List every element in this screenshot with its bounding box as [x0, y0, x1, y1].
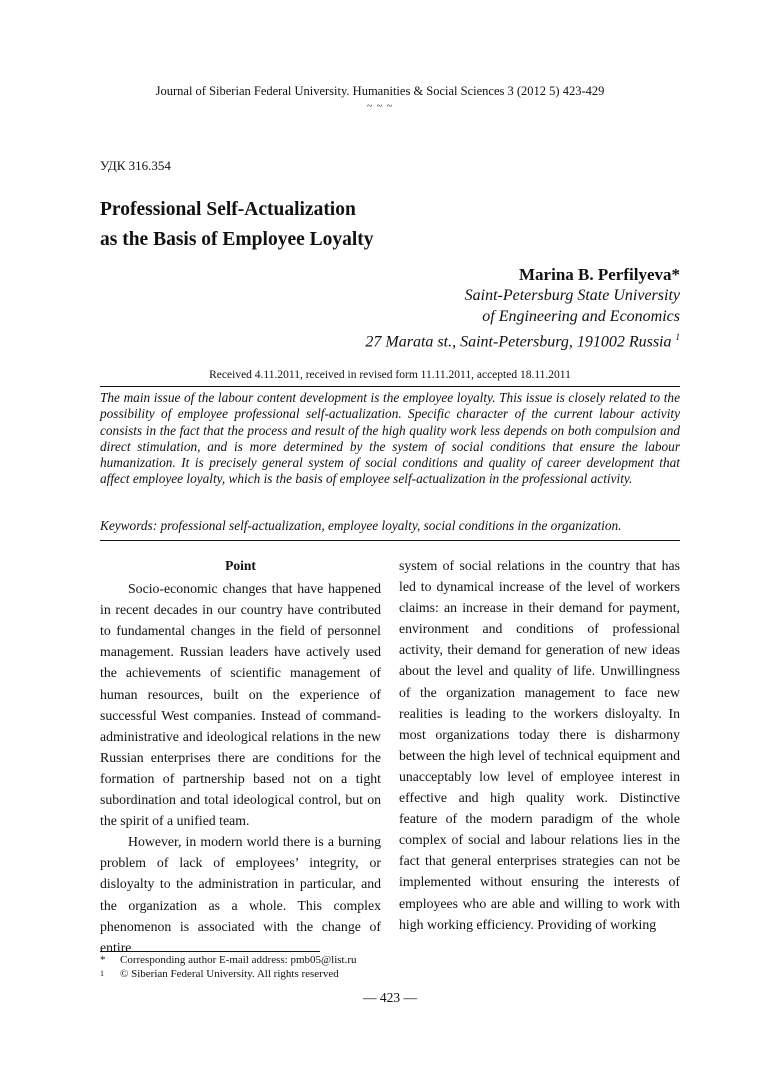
footnote-text: © Siberian Federal University. All rights reserved [120, 968, 339, 980]
footnote-mark: * [100, 954, 106, 966]
footnote-mark: 1 [100, 969, 104, 978]
header-ornament: ~ ~ ~ [366, 101, 394, 112]
footnote [100, 967, 357, 981]
paper-title [100, 195, 374, 255]
footnote [100, 953, 357, 967]
affiliation-footnote-mark: 1 [675, 332, 680, 342]
footnote-text: Corresponding author E-mail address: pmb05@list.ru [120, 954, 357, 966]
abstract: The main issue of the labour content development is the employee loyalty. This issue is closely related to the possibility of employee professional self-actualization. Specific character of the current labour activity consists in the fact that the process and result of the high quality work less depends on both compulsion and direct stimulation, and is more determined by the system of social conditions that ensure the labour humanization. It is precisely general system of social conditions and quality of career development that affect employee loyalty, which is the basis of employee self-actualization in the professional activity. [100, 390, 680, 487]
affiliation-address: 27 Marata st., Saint-Petersburg, 191002 Russia [365, 333, 672, 351]
author-name: Marina B. Perfilyeva* [519, 265, 680, 284]
page-number: — 423 — [363, 990, 417, 1005]
body-paragraph: However, in modern world there is a burning problem of lack of employees’ integrity, or disloyalty to the administration in particular, and the organization as a whole. This complex phenomenon is associated with the change of entire [100, 834, 381, 955]
affiliation-line-1: Saint-Petersburg State University [464, 287, 680, 304]
footnotes [100, 953, 357, 981]
body-paragraph: Socio-economic changes that have happened in recent decades in our country have contributed to fundamental changes in the field of personnel management. Russian leaders have actively used the achievements of scientific management of human resources, built on the experience of successful West companies. Instead of command-administrative and ideological relations in the new Russian enterprises there are conditions for the formation of partnership based not on a tight subordination and total ideological control, but on the spirit of a unified team. [100, 581, 381, 829]
journal-header: Journal of Siberian Federal University. Humanities & Social Sciences 3 (2012 5) 423-429 [155, 84, 605, 98]
abstract-top-rule [100, 386, 680, 387]
title-line-1: Professional Self-Actualization [100, 199, 356, 220]
abstract-bottom-rule [100, 540, 680, 541]
footnote-rule [100, 951, 320, 952]
body-column-right [399, 555, 680, 935]
affiliation-line-2: of Engineering and Economics [482, 308, 680, 325]
author-block [365, 264, 680, 352]
body-paragraph: system of social relations in the country that has led to dynamical increase of the level of workers claims: an increase in their demand for payment, environment and conditions of professional activity, their demand for generation of new ideas about the level and quality of life. Unwillingness of the organization management to face new realities is leading to the workers disloyalty. In most organizations today there is disharmony between the high level of technical equipment and unacceptably low level of employee interest in effective and high quality work. Distinctive feature of the modern paradigm of the whole complex of social and labour relations lies in the fact that general enterprises strategies can not be implemented without ensuring the interests of employees who are able and willing to work with high working efficiency. Providing of working [399, 558, 680, 932]
udk-code: УДК 316.354 [100, 158, 171, 173]
body-column-left [100, 555, 381, 958]
affiliation-line-3 [365, 327, 680, 352]
received-dates: Received 4.11.2011, received in revised form 11.11.2011, accepted 18.11.2011 [209, 369, 571, 381]
keywords: Keywords: professional self-actualization, employee loyalty, social conditions in the organization. [100, 518, 622, 533]
section-heading: Point [225, 558, 256, 573]
title-line-2: as the Basis of Employee Loyalty [100, 229, 374, 250]
